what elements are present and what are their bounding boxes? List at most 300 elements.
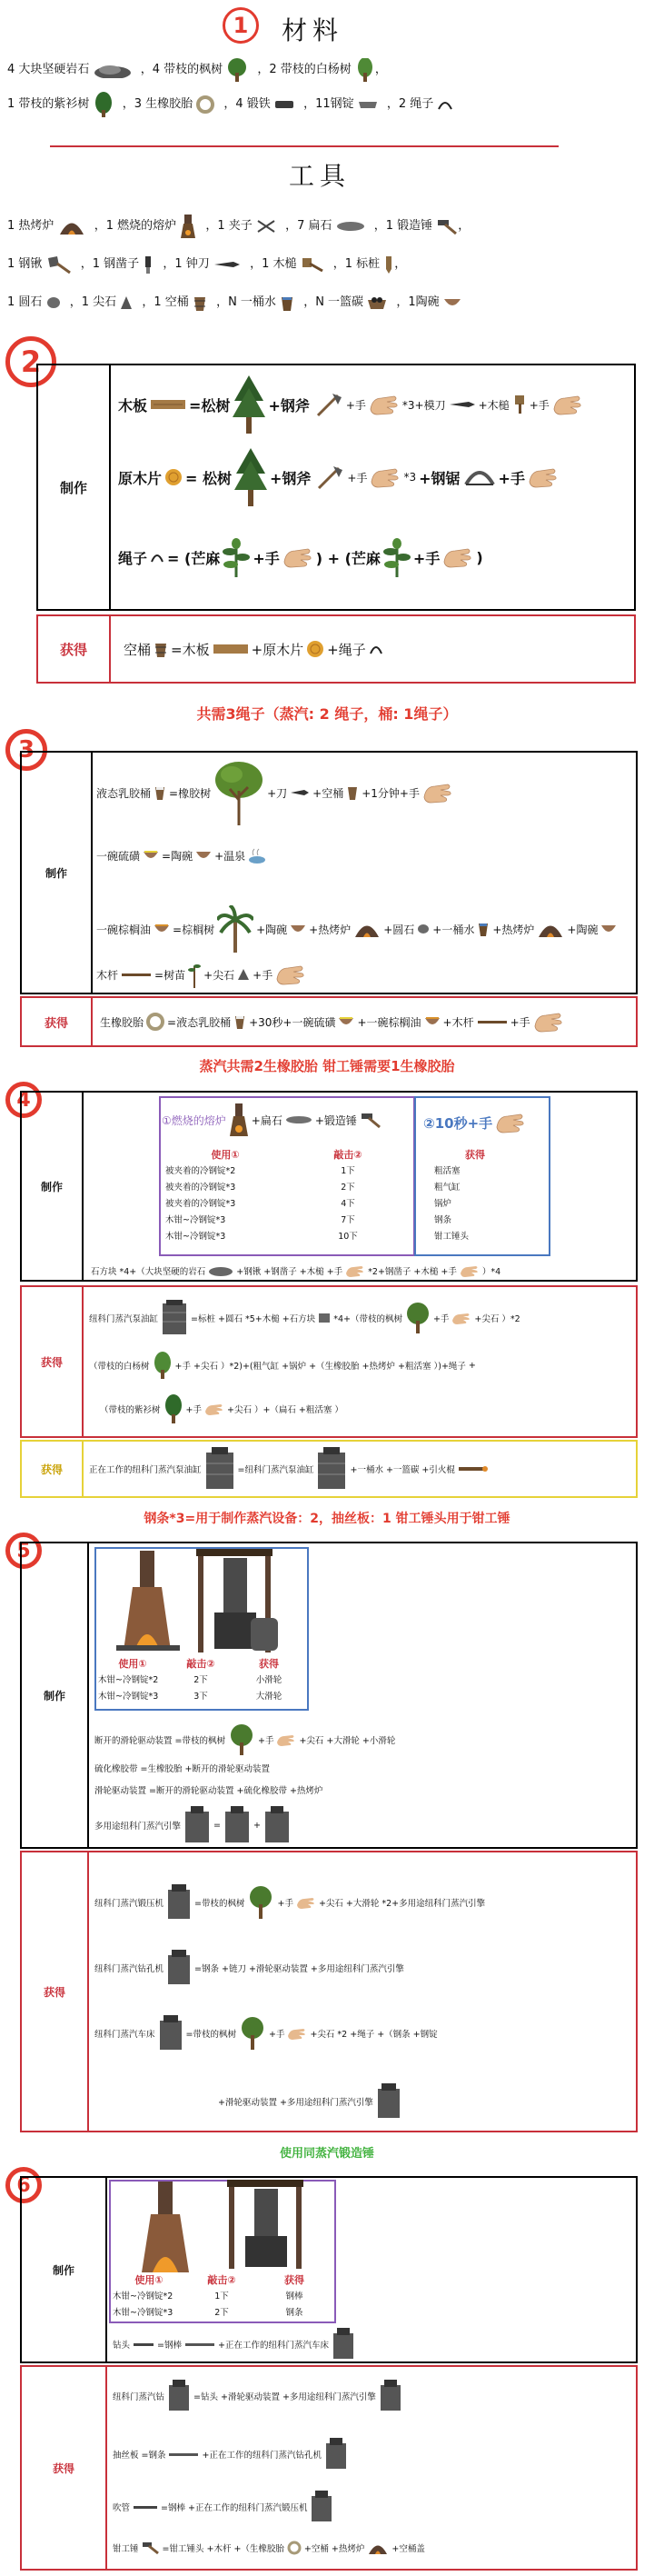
cylinder-part: +手 — [185, 1405, 202, 1415]
knife-icon — [213, 260, 241, 269]
hand-icon — [287, 2026, 307, 2041]
section-number-4: 4 — [5, 1082, 42, 1118]
steam-drill-part: +多用途纽科门蒸汽引擎 — [282, 2392, 376, 2402]
cylinder-part: ）+（扁石 — [253, 1405, 296, 1415]
hand-icon — [533, 1010, 564, 1033]
palm-oil-bowl: +陶碗 — [256, 923, 288, 936]
pole-icon — [121, 972, 152, 977]
rope-icon — [150, 551, 164, 564]
latex-rubber-tree: =橡胶树 — [169, 786, 212, 800]
stone-block-part: *2+钢凿子 — [368, 1267, 411, 1277]
press-part: +大滑轮 — [345, 1899, 380, 1909]
section5-drill-recipe — [94, 1945, 404, 1991]
palm-oil-water: +一桶水 — [432, 923, 475, 936]
pole-hand: +手 — [253, 968, 273, 982]
tool-mallet: ，1 木槌 — [250, 245, 324, 284]
tool-sharp-stone: ，1 尖石 — [70, 284, 134, 322]
cylinder-part: +手 — [174, 1362, 191, 1372]
section4-hit-formula — [423, 1109, 526, 1136]
tool-flat-stone: ，7 扁石 — [285, 207, 365, 245]
tool-water-bucket: ，N 一桶水 — [216, 284, 294, 322]
lathe-label: 纽科门蒸汽车床 — [94, 2030, 155, 2040]
drill-part: =钢条 — [194, 1964, 219, 1974]
section-number-2: 2 — [5, 336, 56, 387]
belt-part: 硫化橡胶带 — [94, 1764, 138, 1774]
plank-steel-axe: +钢斧 — [268, 396, 310, 414]
sulfur-label: 一碗硫磺 — [96, 849, 141, 863]
bowl-icon — [290, 924, 306, 934]
pulley-part: +大滑轮 — [326, 1736, 360, 1746]
tire-icon — [196, 95, 214, 114]
cylinder-part: +热烤炉 — [362, 1362, 396, 1372]
working-cylinder-coal: +一篮碳 — [385, 1465, 420, 1475]
section5-make-label: 制作 — [43, 1689, 65, 1702]
working-cylinder-base: =纽科门蒸汽泵油缸 — [237, 1465, 314, 1475]
material-poplar: ，2 带枝的白杨树 ， — [257, 53, 387, 87]
engine-icon — [376, 2083, 401, 2120]
blowpipe-part: +正在工作的纽科门蒸汽锻压机 — [187, 2503, 308, 2513]
cylinder-part: （带枝的白杨树 — [89, 1362, 150, 1372]
bowl-icon — [600, 924, 617, 934]
tools-row-3 — [7, 284, 643, 322]
rock-icon — [94, 62, 132, 78]
engine-icon — [183, 1806, 211, 1844]
drill-bit-label: 钻头 — [113, 2341, 131, 2351]
tire-pole: +木杆 — [442, 1015, 474, 1029]
hammer-icon — [436, 217, 458, 235]
table-row: 木钳~冷钢锭*3 3下 大滑轮 — [98, 1692, 282, 1702]
round-stone-icon — [417, 924, 430, 934]
section2-log-slice-recipe — [118, 445, 559, 509]
section3-latex-recipe — [96, 760, 453, 825]
tree-icon — [213, 760, 264, 825]
section-number-3: 3 — [5, 729, 47, 771]
section5-table-header — [96, 1656, 307, 1671]
section6-drill-bit-recipe — [113, 2331, 355, 2358]
cylinder-part: *4+（带枝的枫树 — [333, 1314, 402, 1324]
rope-icon — [437, 98, 453, 111]
tongs-icon — [256, 219, 276, 234]
drill-part: +滑轮驱动装置 — [248, 1964, 308, 1974]
iron-icon — [274, 99, 294, 110]
section4-get-label: 获得 — [40, 1355, 63, 1369]
fitter-hammer-part: =钳工锤头 — [162, 2544, 204, 2554]
engine-icon — [310, 2491, 333, 2523]
cylinder-part: （带枝的紫衫树 — [100, 1405, 161, 1415]
sulfur-bowl-icon — [338, 1016, 354, 1027]
sapling-icon — [188, 961, 201, 988]
latex-bucket: +空桶 — [312, 786, 344, 800]
log-slice-icon — [164, 468, 183, 486]
materials-title: 材料 — [282, 15, 344, 45]
engine-icon — [166, 1884, 192, 1921]
tree-icon — [247, 1886, 274, 1919]
section4-stone-block-recipe — [91, 1262, 500, 1280]
col-hit: 敲击② — [207, 2274, 236, 2286]
working-cylinder-torch: +引火棍 — [421, 1465, 455, 1475]
section5-steam-hammer-art — [187, 1549, 282, 1656]
section2-bucket-recipe — [124, 633, 383, 665]
cylinder-part: =标桩 — [191, 1314, 215, 1324]
tool-shovel: 1 钢锹 — [7, 245, 72, 284]
hand-icon — [370, 465, 401, 489]
tire-icon — [146, 1013, 164, 1031]
cylinder-part: ）)+绳子 — [433, 1362, 466, 1372]
col-hit: 敲击② — [333, 1149, 362, 1161]
cylinder-part: +粗活塞 — [398, 1362, 431, 1372]
bowl-icon — [154, 924, 170, 934]
plank-hand: +手 — [345, 398, 366, 412]
ramie-icon — [223, 537, 250, 577]
steam-drill-label: 纽科门蒸汽钻 — [113, 2392, 165, 2402]
section4-cylinder-recipe-1 — [89, 1296, 520, 1340]
section5-pulley-recipe — [94, 1723, 395, 1756]
engine-part: = — [213, 1820, 221, 1831]
axe-icon — [312, 392, 343, 417]
stone-block-part: +钢锹 — [236, 1267, 262, 1277]
latex-time-hand: +1分钟+手 — [362, 786, 420, 800]
bucket-log-slice: +原木片 — [251, 641, 304, 658]
fitter-hammer-part: +（生橡胶胎 — [233, 2544, 284, 2554]
plank-times3-knife: *3+模刀 — [401, 398, 446, 412]
tree-icon — [153, 1352, 173, 1379]
rock-icon — [208, 1265, 233, 1276]
col-get: 获得 — [465, 1149, 485, 1161]
rope-hand-1: +手 — [253, 549, 280, 567]
lathe-part: +多用途纽科门蒸汽引擎 — [279, 2098, 373, 2108]
pulley-part: +小滑轮 — [362, 1736, 396, 1746]
engine-icon — [379, 2380, 402, 2412]
hand-icon — [451, 1311, 471, 1325]
pole-sapling: =树苗 — [154, 968, 186, 982]
table-row: 被夹着的冷钢锭*2 1下 粗活塞 — [165, 1166, 461, 1176]
section2-make-label: 制作 — [59, 479, 87, 496]
section3-get-label: 获得 — [44, 1016, 68, 1031]
section3-tire-recipe — [100, 1005, 564, 1038]
col-hit: 敲击② — [186, 1658, 215, 1670]
section3-sulfur-recipe — [96, 840, 266, 871]
section4-table-header — [162, 1147, 547, 1162]
steel-bar-icon — [168, 2451, 199, 2457]
lathe-part: =带枝的枫树 — [185, 2030, 236, 2040]
bucket-icon — [346, 784, 359, 801]
water-bucket-icon — [280, 294, 294, 312]
section6-table-header — [111, 2272, 334, 2287]
drill-bit-icon — [133, 2341, 154, 2347]
plank-label: 木板 — [118, 396, 148, 414]
tool-chisel: ，1 钢凿子 — [81, 245, 154, 284]
tire-label: 生橡胶胎 — [100, 1015, 144, 1029]
materials-row-1 — [7, 53, 643, 87]
materials-list — [7, 53, 643, 122]
rope-icon — [369, 643, 383, 655]
section4-yellow-label: 获得 — [40, 1463, 63, 1476]
log-slice-saw: +钢锯 — [419, 469, 461, 487]
stone-block-part: *4+（大块坚硬的岩石 — [119, 1267, 206, 1277]
section-number-6: 6 — [5, 2167, 42, 2203]
rope-close: ) — [476, 548, 483, 566]
oven-icon — [537, 920, 564, 938]
cylinder-part: +（生橡胶胎 — [309, 1362, 360, 1372]
table-row: 木钳~冷钢锭*3 7下 钢条 — [165, 1215, 452, 1225]
col-use: 使用① — [211, 1149, 240, 1161]
table-row: 木钳~冷钢锭*2 2下 小滑轮 — [98, 1675, 282, 1685]
cylinder-part: +尖石 — [193, 1362, 218, 1372]
chisel-icon — [143, 255, 154, 275]
table-row: 被夹着的冷钢锭*3 2下 粗气缸 — [165, 1183, 461, 1193]
engine-icon — [161, 1300, 188, 1336]
bucket-icon — [193, 294, 207, 312]
lathe-part: +手 — [268, 2030, 285, 2040]
rope-ramie-1: = (芒麻 — [167, 549, 221, 567]
material-ingot: ，11钢锭 — [303, 87, 378, 122]
cylinder-part: +尖石 — [474, 1314, 500, 1324]
tool-empty-bucket: ，1 空桶 — [142, 284, 207, 322]
pulley-part: +尖石 — [299, 1736, 324, 1746]
tree-icon — [164, 1394, 183, 1423]
section4-forge-formula — [162, 1102, 382, 1138]
shovel-icon — [46, 255, 72, 275]
hand-icon — [552, 393, 583, 416]
cylinder-part: ）*2 — [501, 1314, 520, 1324]
tool-stake: ，1 标桩 ， — [333, 245, 407, 284]
section6-get-label: 获得 — [52, 2461, 74, 2475]
section2-rope-recipe — [118, 525, 483, 589]
drive-part: 滑轮驱动装置 — [94, 1786, 147, 1796]
engine-icon — [324, 2438, 348, 2471]
tire-latex: =液态乳胶桶 — [167, 1015, 232, 1029]
tree-icon — [355, 58, 375, 82]
sharp-stone-icon — [120, 295, 133, 310]
material-rock: 4 大块坚硬岩石 — [7, 53, 132, 87]
tool-tongs: ，1 夹子 — [205, 207, 276, 245]
bucket-label: 空桶 — [124, 641, 152, 658]
lathe-part: +钢锭 — [412, 2030, 438, 2040]
coal-basket-icon — [367, 295, 387, 310]
section2-plank-recipe — [118, 373, 583, 436]
section3-make-label: 制作 — [45, 866, 67, 880]
hand-icon — [276, 1732, 296, 1747]
press-part: +手 — [277, 1899, 293, 1909]
palm-oil-oven-2: +热烤炉 — [492, 923, 535, 936]
cylinder-label: 纽科门蒸汽泵油缸 — [89, 1314, 159, 1324]
material-iron: ，4 锻铁 — [223, 87, 294, 122]
tire-hand: +手 — [510, 1015, 530, 1029]
section6-steam-drill-recipe — [113, 2376, 402, 2416]
hand-icon — [296, 1895, 316, 1910]
tool-forge-hammer: ，1 锻造锤 ， — [374, 207, 471, 245]
stone-block-part: +手 — [326, 1267, 343, 1277]
log-slice-hand: +手 — [347, 471, 368, 484]
cylinder-part: *5+木槌 — [244, 1314, 280, 1324]
stone-block-part: ）*4 — [481, 1267, 501, 1277]
section5-caption: 使用同蒸汽锻造锤 — [279, 2147, 374, 2161]
log-slice-times3: *3 — [403, 471, 417, 484]
lathe-part: *2 +绳子 — [337, 2030, 375, 2040]
steam-drill-part: +滑轮驱动装置 — [220, 2392, 280, 2402]
section5-engine-recipe — [94, 1805, 291, 1845]
log-slice-icon — [306, 640, 324, 658]
bucket-plank: =木板 — [171, 641, 210, 658]
tool-round-stone: 1 圆石 — [7, 284, 61, 322]
cylinder-part: +石方块 — [282, 1314, 316, 1324]
col-get: 获得 — [284, 2274, 304, 2286]
log-slice-pine: = 松树 — [185, 469, 232, 487]
fitter-hammer-label: 钳工锤 — [113, 2544, 139, 2554]
palm-oil-oven: +热烤炉 — [309, 923, 352, 936]
lathe-part: +滑轮驱动装置 — [218, 2098, 277, 2108]
hammer-icon — [142, 2541, 160, 2555]
fitter-hammer-part: +空桶 — [303, 2544, 329, 2554]
stone-block-part: +木槌 — [299, 1267, 324, 1277]
hot-spring-icon — [248, 846, 266, 864]
section5-forge-furnace-art — [116, 1551, 180, 1651]
plank-hand-2: +手 — [529, 398, 550, 412]
hand-icon — [495, 1111, 526, 1134]
tree-icon — [405, 1303, 431, 1333]
hammer-icon — [360, 1111, 382, 1129]
tire-icon — [287, 2541, 302, 2555]
section6-blowpipe-recipe — [113, 2487, 333, 2527]
axe-icon — [313, 464, 344, 490]
tool-oven: 1 热烤炉 — [7, 207, 85, 245]
log-slice-hand-2: +手 — [498, 469, 525, 487]
tree-icon — [228, 1724, 255, 1755]
press-part: =带枝的枫树 — [194, 1899, 245, 1909]
hand-icon — [275, 963, 306, 986]
knife-icon — [449, 400, 476, 409]
blowpipe-part: =钢棒 — [161, 2503, 185, 2513]
tools-title: 工具 — [289, 161, 352, 191]
section4-make-label: 制作 — [40, 1180, 63, 1193]
tool-knife: ，1 钟刀 — [163, 245, 241, 284]
cylinder-part: ） — [334, 1405, 343, 1415]
tree-icon — [226, 58, 248, 82]
table-row: 木钳~冷钢锭*3 2下 钢条 — [113, 2308, 303, 2318]
drawplate-part: +正在工作的纽科门蒸汽钻孔机 — [202, 2451, 322, 2461]
log-slice-axe: +钢斧 — [270, 469, 312, 487]
lathe-part: +（钢条 — [377, 2030, 411, 2040]
drill-bit-part: =钢棒 — [157, 2341, 182, 2351]
engine-icon — [332, 2328, 355, 2361]
furnace-icon — [229, 1103, 249, 1136]
drive-part: +热烤炉 — [289, 1786, 323, 1796]
steel-rod-icon — [184, 2341, 215, 2347]
section-number-5: 5 — [5, 1533, 42, 1569]
palm-oil-label: 一碗棕榈油 — [96, 923, 152, 936]
ramie-icon — [383, 537, 411, 577]
tool-bowl: ，1陶碗 — [396, 284, 461, 322]
section2-get-label: 获得 — [59, 641, 87, 658]
stone-block-part: +手 — [441, 1267, 457, 1277]
tool-coal-basket: ，N 一篮碳 — [303, 284, 387, 322]
engine-icon — [263, 1806, 291, 1844]
drawplate-part: =钢条 — [141, 2451, 166, 2461]
section4-caption: 钢条*3=用于制作蒸汽设备：2，抽丝板：1 钳工锤头用于钳工锤 — [144, 1512, 510, 1526]
plank-icon — [150, 397, 186, 412]
round-stone-icon — [46, 296, 61, 309]
table-row: 木钳~冷钢锭*2 1下 钢棒 — [113, 2291, 303, 2301]
oven-icon — [367, 2541, 389, 2555]
drive-part: +硫化橡胶带 — [236, 1786, 287, 1796]
mallet-icon — [512, 394, 527, 414]
materials-row-2 — [7, 87, 643, 122]
material-rope: ，2 绳子 — [387, 87, 454, 122]
engine-icon — [316, 1447, 347, 1491]
tools-list — [7, 207, 643, 322]
blowpipe-label: 吹管 — [113, 2503, 131, 2513]
material-yew: 1 带枝的紫衫树 — [7, 87, 114, 122]
engine-icon — [167, 2380, 191, 2412]
tree-icon — [234, 448, 267, 506]
engine-part: + — [253, 1820, 261, 1831]
bowl-icon — [424, 1016, 441, 1027]
section5-lathe-recipe — [94, 2011, 438, 2056]
working-cylinder-label: 正在工作的纽科门蒸汽泵油缸 — [89, 1465, 202, 1475]
sulfur-hot-spring: +温泉 — [214, 849, 246, 863]
rope-label: 绳子 — [118, 549, 148, 567]
ingot-icon — [358, 99, 378, 110]
engine-label: 多用途纽科门蒸汽引擎 — [94, 1822, 182, 1832]
section3-pole-recipe — [96, 958, 306, 991]
hand-icon — [282, 545, 313, 569]
section5-table — [96, 1672, 307, 1705]
drill-label: 纽科门蒸汽钻孔机 — [94, 1964, 164, 1974]
rope-ramie-2: ) + (芒麻 — [315, 549, 381, 567]
stone-block-icon — [318, 1313, 331, 1323]
forge-flat-stone: +扁石 — [251, 1113, 282, 1127]
material-maple: ，4 带枝的枫树 — [141, 53, 249, 87]
hand-icon — [442, 545, 473, 569]
blowpipe-icon — [133, 2504, 158, 2510]
bowl-icon — [443, 297, 461, 308]
plank-mallet: +木槌 — [478, 398, 510, 412]
bucket-icon — [233, 1013, 246, 1030]
cylinder-part: + — [468, 1360, 476, 1371]
belt-part: +断开的滑轮驱动装置 — [184, 1764, 270, 1774]
section3-caption: 蒸汽共需2生橡胶胎 钳工锤需要1生橡胶胎 — [199, 1058, 455, 1074]
hand-icon — [345, 1263, 365, 1278]
section-number-1: 1 — [223, 7, 259, 44]
section6-drawplate-recipe — [113, 2434, 348, 2474]
cylinder-part: +粗活塞 — [298, 1405, 332, 1415]
col-use: 使用① — [134, 2274, 164, 2286]
fitter-hammer-part: +空桶盖 — [391, 2544, 425, 2554]
bucket-rope: +绳子 — [327, 641, 366, 658]
section5-get-label: 获得 — [43, 1985, 65, 1999]
tire-palm-oil: +一碗棕榈油 — [357, 1015, 421, 1029]
hand-icon — [460, 1263, 480, 1278]
torch-icon — [458, 1465, 489, 1473]
bowl-icon — [195, 850, 212, 861]
section6-table — [111, 2289, 334, 2321]
palm-oil-bowl-2: +陶碗 — [567, 923, 599, 936]
hand-icon — [369, 393, 400, 416]
section5-lathe-recipe-2 — [218, 2082, 401, 2122]
flat-stone-icon — [285, 1115, 312, 1124]
section5-drive-recipe — [94, 1780, 322, 1800]
section4-table — [162, 1163, 547, 1245]
drill-bit-part: +正在工作的纽科门蒸汽车床 — [217, 2341, 329, 2351]
press-part: +尖石 — [318, 1899, 343, 1909]
oven-icon — [353, 920, 381, 938]
stone-block-part: +钢凿子 — [263, 1267, 297, 1277]
knife-icon — [290, 788, 310, 797]
working-cylinder-water: +一桶水 — [350, 1465, 383, 1475]
drive-part: =断开的滑轮驱动装置 — [149, 1786, 234, 1796]
tree-icon — [239, 2017, 266, 2050]
press-label: 纽科门蒸汽锻压机 — [94, 1899, 164, 1909]
